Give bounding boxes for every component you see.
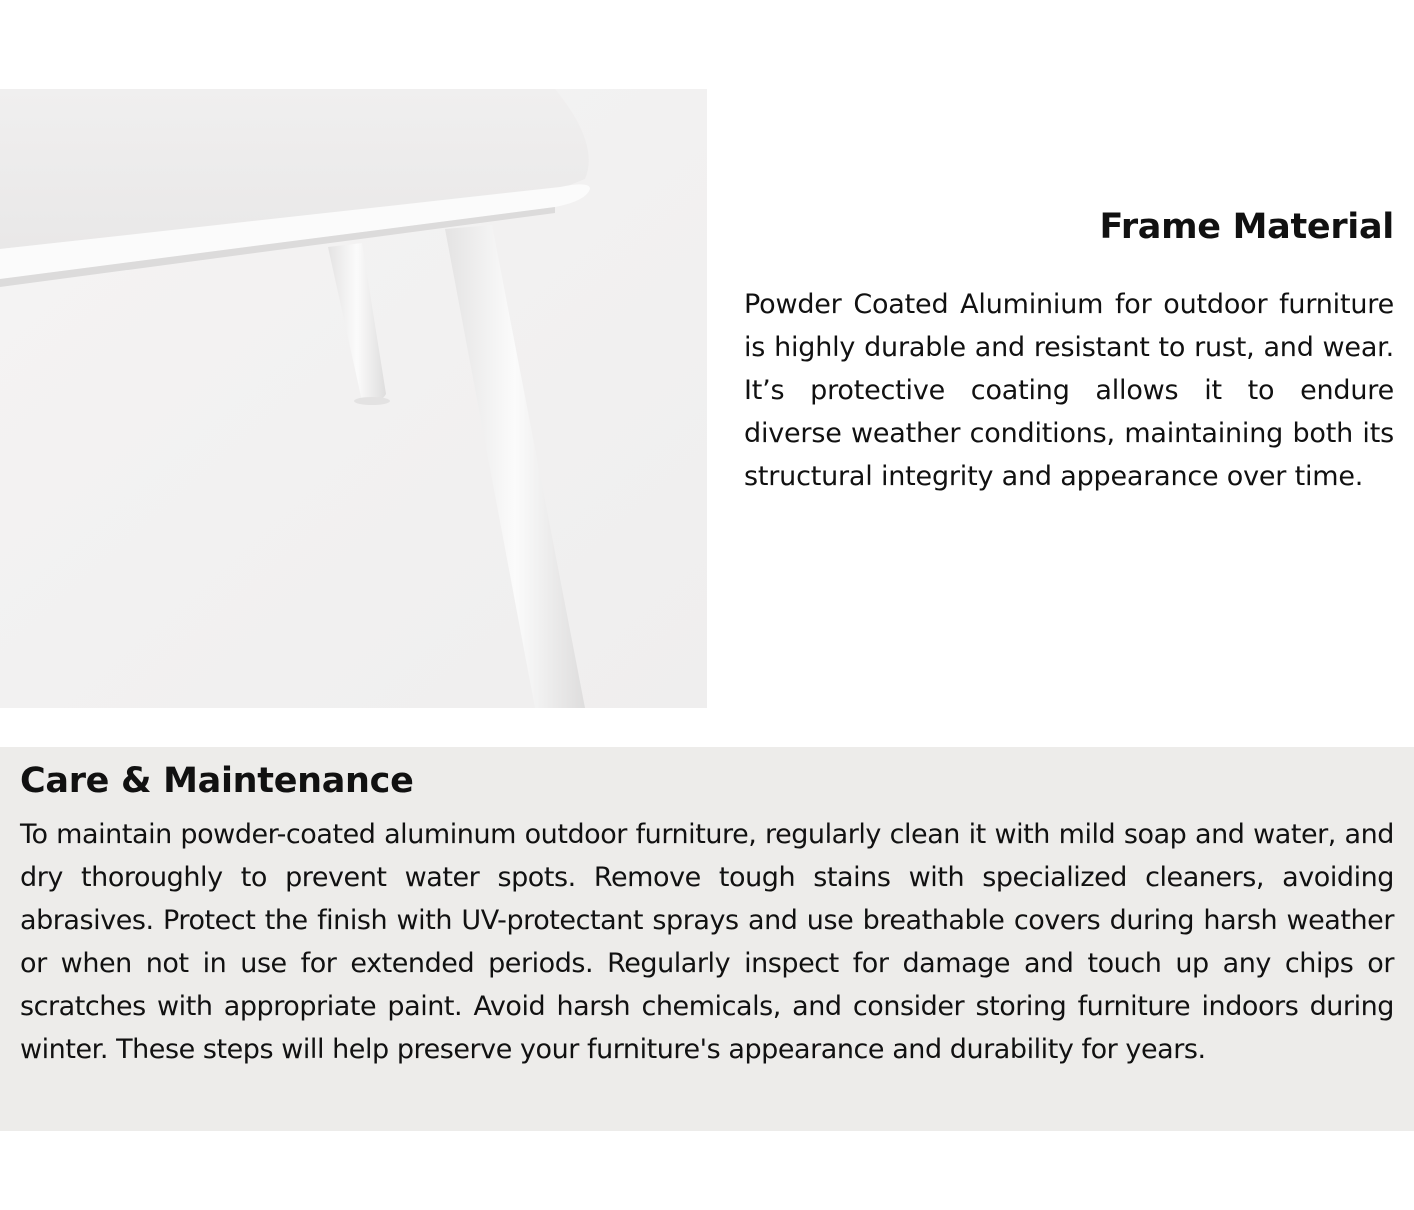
frame-material-heading: Frame Material	[1099, 207, 1394, 247]
care-maintenance-description: To maintain powder-coated aluminum outdoor furniture, regularly clean it with mild soap and water, and dry thoroughly to prevent water spots. Remove tough stains with specialized cleaners, avoiding abrasives. Protect the finish with UV-protectant sprays and use breathable covers during harsh weather or when not in use for extended periods. Regularly inspect for damage and touch up any chips or scratches with appropriate paint. Avoid harsh chemicals, and consider storing furniture indoors during winter. These steps will help preserve your furniture's appearance and durability for years.	[20, 819, 1394, 1065]
chair-detail-illustration	[0, 89, 707, 708]
chair-back-leg-foot-shadow	[354, 397, 390, 405]
care-maintenance-heading: Care & Maintenance	[20, 761, 414, 801]
frame-material-description: Powder Coated Aluminium for outdoor furniture is highly durable and resistant to rust, and wear. It’s protective coating allows it to endure diverse weather conditions, maintaining both its structural integrity and appearance over time.	[744, 289, 1394, 492]
product-photo-white-chair	[0, 89, 707, 708]
care-maintenance-section	[0, 747, 1414, 1131]
frame-material-section	[744, 200, 1394, 498]
